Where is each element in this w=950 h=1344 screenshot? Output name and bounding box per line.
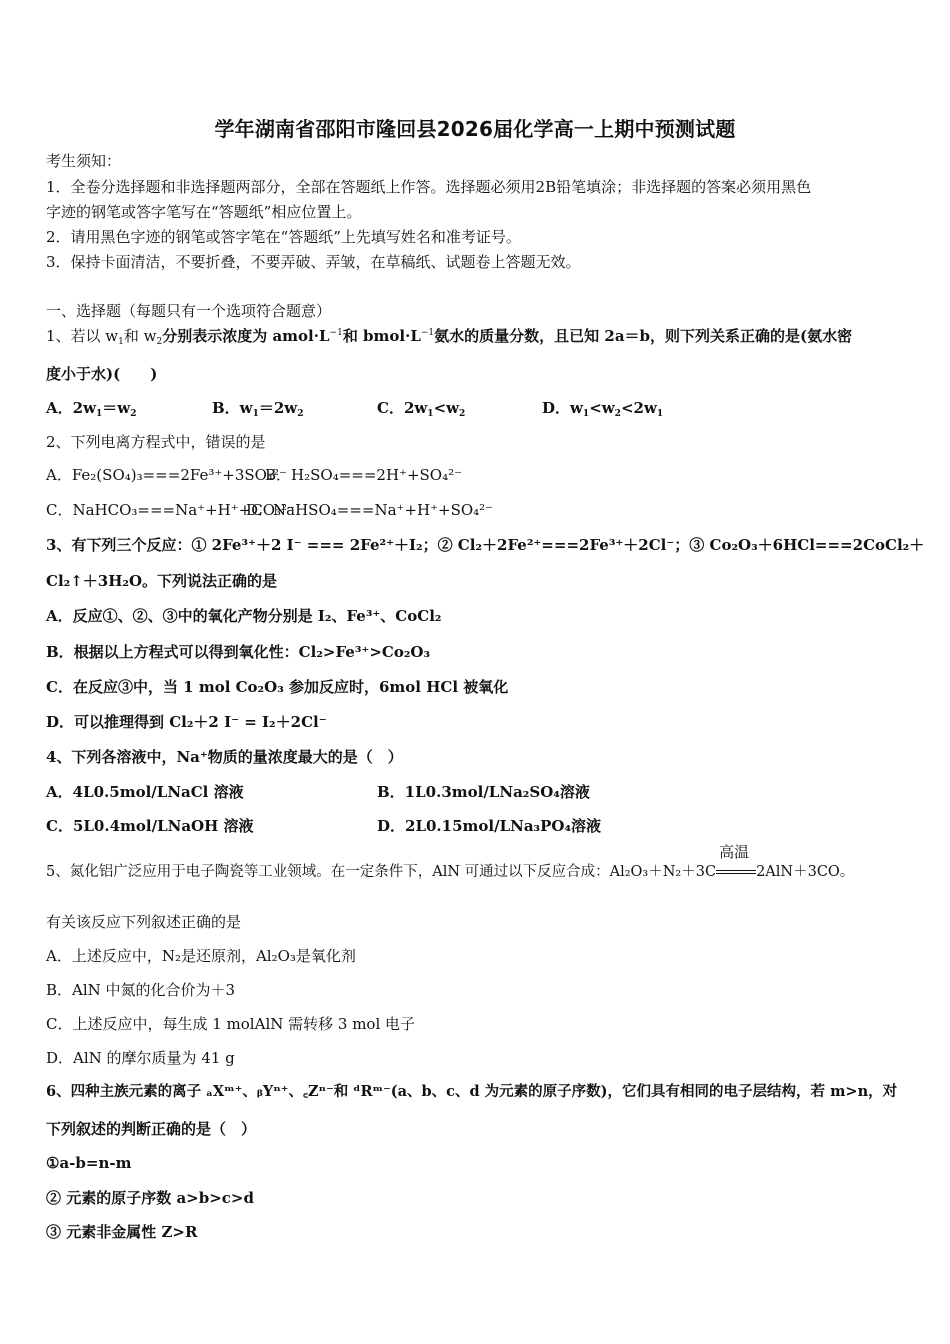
- q6-statement-2: ② 元素的原子序数 a>b>c>d: [46, 1189, 254, 1207]
- q6-statement-1: ①a-b=n-m: [46, 1154, 132, 1172]
- reaction-condition-arrow: [716, 843, 756, 882]
- q4-option-a: A．4L0.5mol/LNaCl 溶液: [46, 783, 244, 801]
- q1-option-d: D．$w_1<w_2<2w_1$: [542, 399, 664, 419]
- notice-item: 3．保持卡面清洁，不要折叠，不要弄破、弄皱，在草稿纸、试题卷上答题无效。: [46, 253, 581, 271]
- question-5-stem: 5、氮化铝广泛应用于电子陶瓷等工业领域。在一定条件下，AlN 可通过以下反应合成：Al₂O₃＋N₂＋3C 高温 2AlN＋3CO。: [46, 843, 855, 880]
- q1-option-b: B．$w_1=2w_2$: [212, 399, 304, 419]
- notice-item: 2．请用黑色字迹的钢笔或答字笔在“答题纸”上先填写姓名和准考证号。: [46, 228, 521, 246]
- q3-option-d: D．可以推理得到 Cl₂＋2 I⁻ = I₂＋2Cl⁻: [46, 713, 327, 731]
- question-4-stem: 4、下列各溶液中，Na⁺物质的量浓度最大的是（ ）: [46, 748, 403, 766]
- reaction-condition: 高温: [719, 843, 750, 861]
- q5-option-d: D．AlN 的摩尔质量为 41 g: [46, 1049, 235, 1067]
- q1-text: 和 w: [123, 327, 157, 345]
- question-6-stem-cont: 下列叙述的判断正确的是（ ）: [46, 1120, 257, 1138]
- q3-option-b: B．根据以上方程式可以得到氧化性：Cl₂>Fe³⁺>Co₂O₃: [46, 643, 431, 661]
- notice-item: 1．全卷分选择题和非选择题两部分，全部在答题纸上作答。选择题必须用2B铅笔填涂；非选择题的答案必须用黑色: [46, 178, 812, 196]
- question-1-stem: [46, 326, 852, 346]
- q1-text: 氨水的质量分数，且已知 2a＝b，则下列关系正确的是(氨水密: [434, 327, 853, 345]
- q1-option-a: A．$2w_1=w_2$: [46, 399, 137, 419]
- q1-option-c: C．$2w_1<w_2$: [377, 399, 466, 419]
- q3-option-c: C．在反应③中，当 1 mol Co₂O₃ 参加反应时，6mol HCl 被氧化: [46, 678, 509, 696]
- q2-option-c: C．NaHCO₃===Na⁺+H⁺+CO₃²⁻: [46, 501, 295, 519]
- question-3-stem: 3、有下列三个反应：① 2Fe³⁺＋2 I⁻ === 2Fe²⁺＋I₂；② Cl₂＋2Fe²⁺===2Fe³⁺＋2Cl⁻；③ Co₂O₃＋6HCl===2CoCl₂＋: [46, 536, 925, 554]
- question-3-stem-cont: Cl₂↑＋3H₂O。下列说法正确的是: [46, 572, 278, 590]
- q1-text: 和 bmol·L: [342, 327, 421, 345]
- q1-text: 1、若以 w: [46, 327, 119, 345]
- q1-sup: −1: [420, 328, 435, 338]
- q1-text: 分别表示浓度为 amol·L: [162, 327, 330, 345]
- q5-option-b: B．AlN 中氮的化合价为＋3: [46, 981, 236, 999]
- question-1-stem-cont: 度小于水)( ): [46, 365, 158, 383]
- notice-heading: 考生须知：: [46, 152, 122, 170]
- section-heading: 一、选择题（每题只有一个选项符合题意）: [46, 302, 332, 320]
- question-5-stem-cont: 有关该反应下列叙述正确的是: [46, 913, 242, 931]
- page-title: 学年湖南省邵阳市隆回县2026届化学高一上期中预测试题: [214, 117, 736, 141]
- q5-option-c: C．上述反应中，每生成 1 molAlN 需转移 3 mol 电子: [46, 1015, 416, 1033]
- q5-option-a: A．上述反应中，N₂是还原剂，Al₂O₃是氧化剂: [46, 947, 356, 965]
- q1-sub: 2: [156, 337, 163, 347]
- q2-option-b: B．H₂SO₄===2H⁺+SO₄²⁻: [265, 466, 463, 484]
- q4-option-c: C．5L0.4mol/LNaOH 溶液: [46, 817, 254, 835]
- question-2-stem: 2、下列电离方程式中，错误的是: [46, 433, 266, 451]
- question-6-stem: 6、四种主族元素的离子 ₐXᵐ⁺、ᵦYⁿ⁺、꜀Zⁿ⁻和 ᵈRᵐ⁻(a、b、c、d 为元素的原子序数)，它们具有相同的电子层结构，若 m>n，对: [46, 1083, 898, 1100]
- q6-statement-3: ③ 元素非金属性 Z>R: [46, 1223, 198, 1241]
- q4-option-b: B．1L0.3mol/LNa₂SO₄溶液: [377, 783, 590, 801]
- q1-sup: −1: [329, 328, 343, 338]
- notice-item: 字迹的钢笔或答字笔写在“答题纸”相应位置上。: [46, 203, 362, 221]
- q4-option-d: D．2L0.15mol/LNa₃PO₄溶液: [377, 817, 602, 835]
- q2-option-a: A．Fe₂(SO₄)₃===2Fe³⁺+3SO₄²⁻: [46, 466, 287, 484]
- q2-option-d: D．NaHSO₄===Na⁺+H⁺+SO₄²⁻: [246, 501, 494, 519]
- q1-sub: 1: [118, 337, 124, 347]
- q3-option-a: A．反应①、②、③中的氧化产物分别是 I₂、Fe³⁺、CoCl₂: [46, 607, 442, 625]
